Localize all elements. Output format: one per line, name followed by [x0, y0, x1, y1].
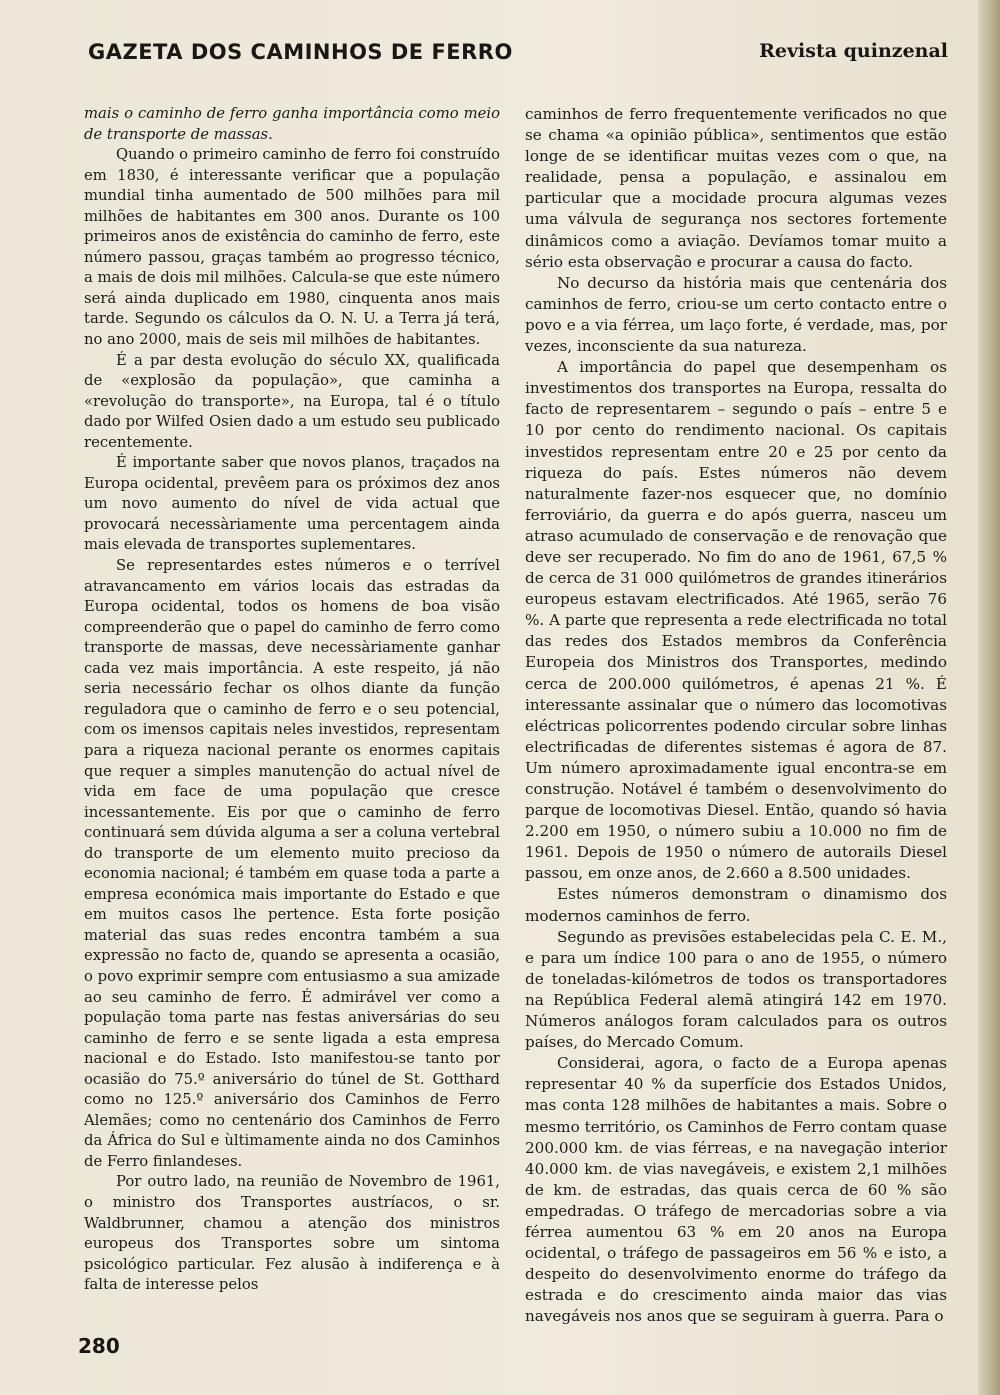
- paragraph: É importante saber que novos planos, traçados na Europa ocidental, prevêem para os próximos dez anos um novo aumento do nível de vida actual que provocará necessàriamente uma percentagem ainda mais elevada de transportes suplementares.: [84, 454, 500, 554]
- publication-title: GAZETA DOS CAMINHOS DE FERRO: [88, 40, 513, 64]
- paragraph: Por outro lado, na reunião de Novembro de 1961, o ministro dos Transportes austríacos, o sr. Waldbrunner, chamou a atenção dos ministros europeus dos Transportes sobre um sintoma psicológico particular. Fez alusão à indiferença e à falta de interesse pelos: [84, 1173, 500, 1294]
- paragraph: mais o caminho de ferro ganha importância como meio de transporte de massas.: [84, 105, 500, 143]
- publication-subtitle: Revista quinzenal: [759, 40, 948, 62]
- paragraph: Segundo as previsões estabelecidas pela C. E. M., e para um índice 100 para o ano de 1955, o número de toneladas-kilómetros de todos os transportadores na República Federal alemã atingirá 142 em 1970. Números análogos foram calculados para os outros países, do Mercado Comum.: [525, 927, 947, 1052]
- paragraph: Quando o primeiro caminho de ferro foi construído em 1830, é interessante verificar que a população mundial tinha aumentado de 500 milhões para mil milhões de habitantes em 300 anos. Durante os 100 primeiros anos de existência do caminho de ferro, este número passou, graças também ao progresso técnico, a mais de dois mil milhões. Calcula-se que este número será ainda duplicado em 1980, cinquenta anos mais tarde. Segundo os cálculos da O. N. U. a Terra já terá, no ano 2000, mais de seis mil milhões de habitantes.: [84, 146, 500, 349]
- paragraph: No decurso da história mais que centenária dos caminhos de ferro, criou-se um certo contacto entre o povo e a via férrea, um laço forte, é verdade, mas, por vezes, inconsciente da sua natureza.: [525, 273, 947, 356]
- page-header: [88, 36, 948, 76]
- paragraph: Se representardes estes números e o terrível atravancamento em vários locais das estradas da Europa ocidental, todos os homens de boa visão compreenderão que o papel do caminho de ferro como transporte de massas, deve necessàriamente ganhar cada vez mais importância. A este respeito, já não seria necessário fechar os olhos diante da função reguladora que o caminho de ferro e o seu potencial, com os imensos capitais neles investidos, representam para a riqueza nacional perante os enormes capitais que requer a simples manutenção do actual nível de vida em face de uma população que cresce incessantemente. Eis por que o caminho de ferro continuará sem dúvida alguma a ser a coluna vertebral do transporte de um elemento muito precioso da economia nacional; é também em quase toda a parte a empresa económica mais importante do Estado e que em muitos casos lhe pertence. Esta forte posição material das suas redes encontra também a sua expressão no facto de, quando se apresenta a ocasião, o povo exprimir sempre com entusiasmo a sua amizade ao seu caminho de ferro. É admirável ver como a população toma parte nas festas aniversárias do seu caminho de ferro e se sente ligada a esta empresa nacional e do Estado. Isto manifestou-se tanto por ocasião do 75.º aniversário do túnel de St. Gotthard como no 125.º aniversário dos Caminhos de Ferro Alemães; como no centenário dos Caminhos de Ferro da África do Sul e ùltimamente ainda no dos Caminhos de Ferro finlandeses.: [84, 557, 500, 1170]
- left-column: [84, 104, 500, 1296]
- paragraph: É a par desta evolução do século XX, qualificada de «explosão da população», que caminha a «revolução do transporte», na Europa, tal é o título dado por Wilfed Osien dado a um estudo seu publicado recentemente.: [84, 351, 500, 451]
- page-number: 280: [78, 1334, 120, 1358]
- paragraph: caminhos de ferro frequentemente verificados no que se chama «a opinião pública», sentimentos que estão longe de se identificar muitas vezes com o que, na realidade, pensa a população, e assinalou em particular que a mocidade procura algumas vezes uma válvula de segurança nos sectores fortemente dinâmicos como a aviação. Devíamos tomar muito a sério esta observação e procurar a causa do facto.: [525, 105, 947, 271]
- paragraph: A importância do papel que desempenham os investimentos dos transportes na Europa, ressalta do facto de representarem – segundo o país – entre 5 e 10 por cento do rendimento nacional. Os capitais investidos representam entre 20 e 25 por cento da riqueza do país. Estes números não devem naturalmente fazer-nos esquecer que, no domínio ferroviário, da guerra e do após guerra, nasceu um atraso acumulado de conservação e de renovação que deve ser recuperado. No fim do ano de 1961, 67,5 % de cerca de 31 000 quilómetros de grandes itinerários europeus estavam electrificados. Até 1965, serão 76 %. A parte que representa a rede electrificada no total das redes dos Estados membros da Conferência Europeia dos Ministros dos Transportes, medindo cerca de 200.000 quilómetros, é apenas 21 %. É interessante assinalar que o número das locomotivas eléctricas policorrentes podendo circular sobre linhas electrificadas de diferentes sistemas é agora de 87. Um número aproximadamente igual encontra-se em construção. Notável é também o desenvolvimento do parque de locomotivas Diesel. Então, quando só havia 2.200 em 1950, o número subiu a 10.000 no fim de 1961. Depois de 1950 o número de autorails Diesel passou, em onze anos, de 2.660 a 8.500 unidades.: [525, 358, 947, 883]
- page-edge: [978, 0, 1000, 1395]
- paragraph: Considerai, agora, o facto de a Europa apenas representar 40 % da superfície dos Estados Unidos, mas conta 128 milhões de habitantes a mais. Sobre o mesmo território, os Caminhos de Ferro contam quase 200.000 km. de vias férreas, e na navegação interior 40.000 km. de vias navegáveis, e existem 2,1 milhões de km. de estradas, das quais cerca de 60 % são empedradas. O tráfego de mercadorias sobre a via férrea aumentou 63 % em 20 anos na Europa ocidental, o tráfego de passageiros em 56 % e isto, a despeito do desenvolvimento enorme do tráfego da estrada e do crescimento ainda maior das vias navegáveis nos anos que se seguiram à guerra. Para o: [525, 1054, 947, 1326]
- right-column: [525, 104, 947, 1327]
- paragraph: Estes números demonstram o dinamismo dos modernos caminhos de ferro.: [525, 885, 947, 925]
